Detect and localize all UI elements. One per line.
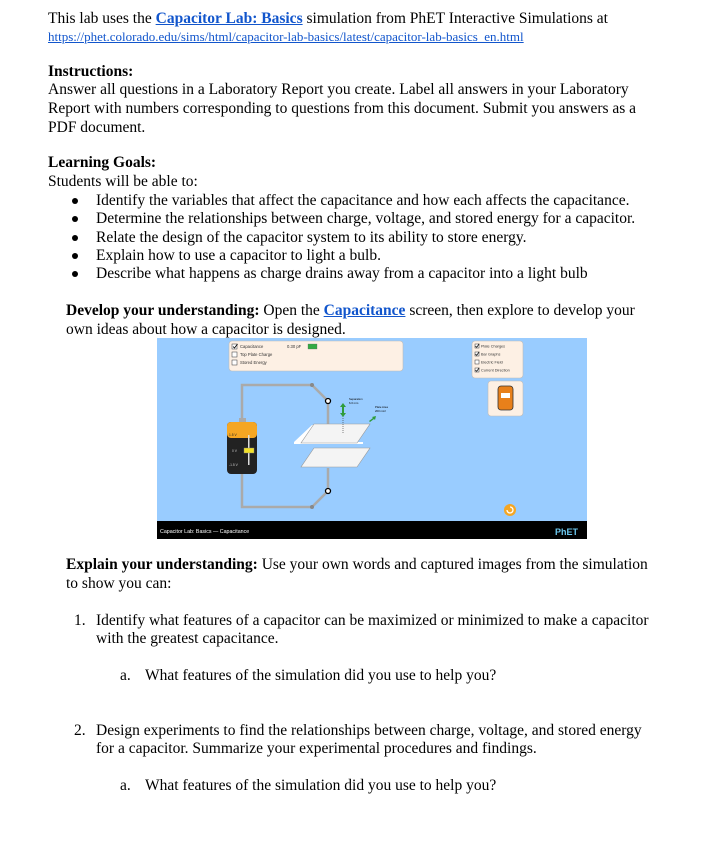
sim-footer-title: Capacitor Lab: Basics — Capacitance [160,529,250,535]
capacitance-value: 0.30 pF [287,344,302,349]
switch-terminal [326,489,331,494]
battery-mid-label: 0 V [232,449,237,453]
goal-item: Explain how to use a capacitor to light a bulb. [96,247,381,264]
subquestion-label: a. [120,777,131,794]
goal-item: Describe what happens as charge drains away from a capacitor into a light bulb [96,265,588,282]
capacitance-label: Capacitance [240,344,264,349]
phet-logo: PhET [555,527,579,537]
goal-item: Relate the design of the capacitor system to its ability to store energy. [96,229,527,246]
develop-text: own ideas about how a capacitor is designed. [66,321,346,338]
goal-item: Identify the variables that affect the capacitance and how each affects the capacitance. [96,192,630,209]
question-text: with the greatest capacitance. [96,630,279,647]
develop-heading: Develop your understanding: [66,302,260,319]
subquestion-label: a. [120,667,131,684]
battery-slider-thumb[interactable] [244,448,254,453]
electric-field-label: Electric Field [481,360,503,365]
bullet-icon [72,216,78,222]
question-number: 2. [74,722,86,739]
develop-text: Open the [259,302,324,319]
sim-url-link[interactable]: https://phet.colorado.edu/sims/html/capacitor-lab-basics/latest/capacitor-lab-basics_en.html [48,29,524,44]
subquestion-text: What features of the simulation did you use to help you? [145,777,497,794]
question-text: for a capacitor. Summarize your experimental procedures and findings. [96,740,537,757]
instructions-text: Answer all questions in a Laboratory Report you create. Label all answers in your Laboratory [48,81,629,98]
top-plate-charge-label: Top Plate Charge [240,352,273,357]
instructions-heading: Instructions: [48,63,134,80]
explain-heading: Explain your understanding: [66,556,258,573]
instructions-text: PDF document. [48,119,146,136]
question-text: Identify what features of a capacitor can be maximized or minimized to make a capacitor [96,612,649,629]
stored-energy-label: Stored Energy [240,360,267,365]
explain-text: to show you can: [66,575,172,592]
separation-label: Separation [349,397,363,401]
instructions-text: Report with numbers corresponding to questions from this document. Submit you answers as a [48,100,637,117]
plate-area-value: 200 mm² [375,409,387,413]
sim-title-link[interactable]: Capacitor Lab: Basics [155,10,303,27]
voltmeter-display [501,393,510,398]
intro-text-end: simulation from PhET Interactive Simulations at [302,10,608,27]
develop-line [66,302,635,320]
goals-heading: Learning Goals: [48,154,157,171]
explain-text: Use your own words and captured images from the simulation [257,556,648,573]
stored-energy-checkbox[interactable] [232,360,237,365]
simulation-screenshot [157,338,587,539]
bullet-icon [72,198,78,204]
bullet-icon [72,271,78,277]
bar-graphs-label: Bar Graphs [481,352,501,357]
battery-top-label: 1.5 V [229,433,237,437]
switch-terminal [326,399,331,404]
switch-pivot [310,505,314,509]
question-text: Design experiments to find the relationships between charge, voltage, and stored energy [96,722,642,739]
reset-button[interactable] [504,504,516,516]
bullet-icon [72,253,78,259]
explain-line [66,556,648,574]
develop-text: screen, then explore to develop your [405,302,635,319]
intro-text: This lab uses the [48,10,156,27]
battery-bottom-label: -1.5 V [229,463,238,467]
subquestion-text: What features of the simulation did you use to help you? [145,667,497,684]
separation-value: 6.0 mm [349,401,359,405]
capacitance-screen-link[interactable]: Capacitance [323,302,406,319]
goals-intro: Students will be able to: [48,173,198,190]
plate-charges-label: Plate Charges [481,344,506,349]
bullet-icon [72,235,78,241]
capacitance-bar [308,344,317,349]
plate-area-label: Plate Area [375,405,388,409]
goal-item: Determine the relationships between charge, voltage, and stored energy for a capacitor. [96,210,636,227]
switch-pivot [310,383,314,387]
top-plate-charge-checkbox[interactable] [232,352,237,357]
electric-field-checkbox [475,360,479,364]
intro-line [48,10,608,28]
current-direction-label: Current Direction [481,368,510,373]
question-number: 1. [74,612,86,629]
